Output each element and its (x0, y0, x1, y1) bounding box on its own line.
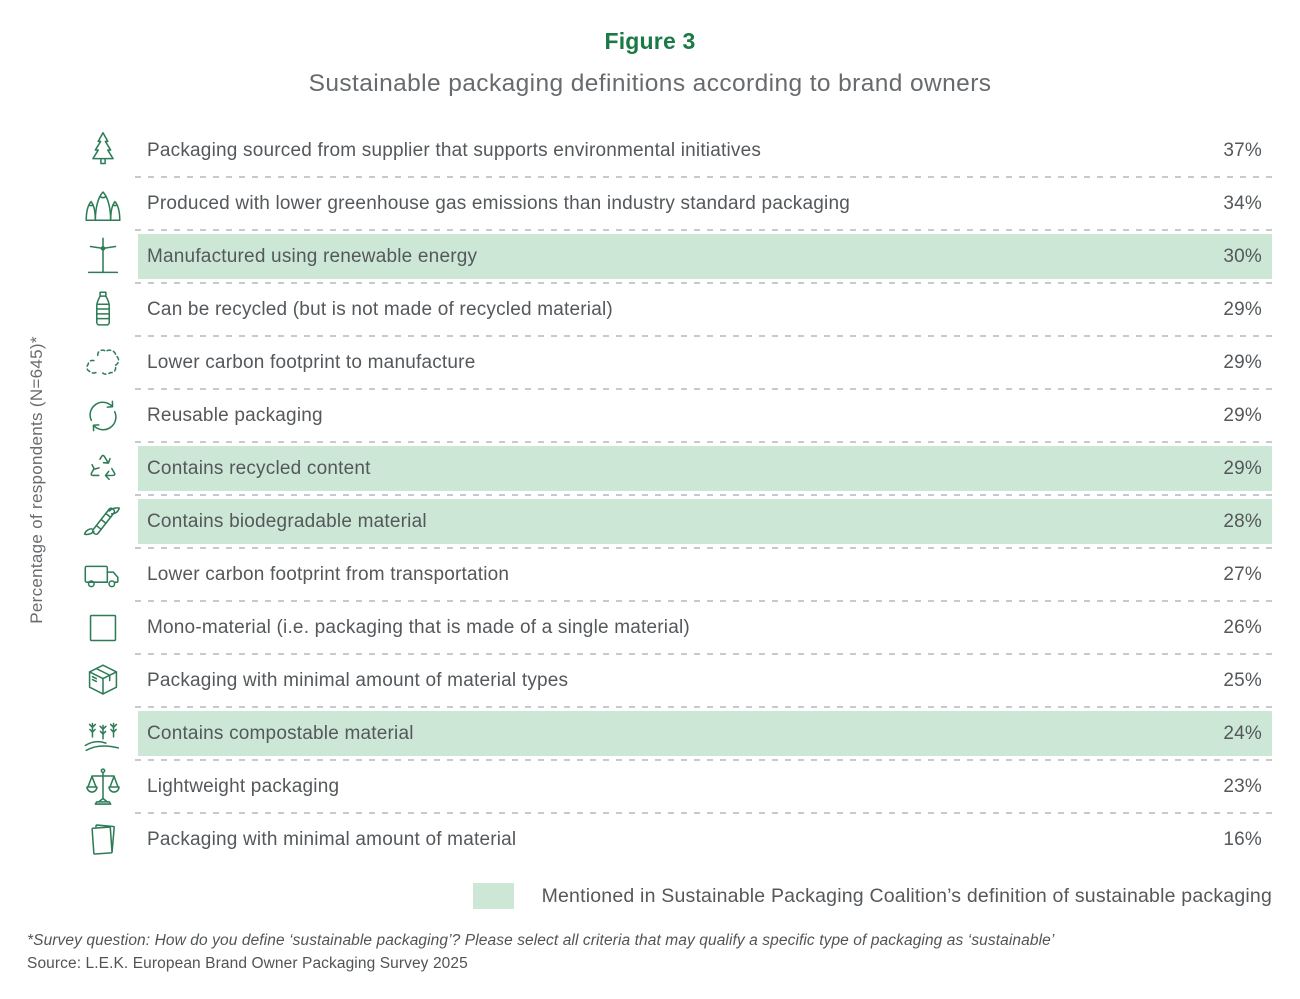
chart-area (0, 124, 1300, 866)
row-value: 29% (1223, 404, 1262, 426)
row-label: Lower carbon footprint from transportation (147, 563, 510, 585)
chart-row (78, 230, 1272, 283)
row-label: Lower carbon footprint to manufacture (147, 351, 476, 373)
row-content (138, 181, 1272, 226)
chart-row (78, 813, 1272, 866)
footnote: *Survey question: How do you define ‘sustainable packaging’? Please select all criteria that may qualify a specific type of packaging as ‘sustainable’ (27, 932, 1055, 949)
package-box-icon (78, 656, 128, 706)
row-label: Contains biodegradable material (147, 510, 427, 532)
row-value: 27% (1223, 563, 1262, 585)
chart-row (78, 760, 1272, 813)
row-value: 29% (1223, 351, 1262, 373)
chart-row (78, 177, 1272, 230)
pine-tree-icon (78, 126, 128, 176)
co2-cloud-icon (78, 338, 128, 388)
row-value: 34% (1223, 192, 1262, 214)
row-label: Packaging with minimal amount of material types (147, 669, 569, 691)
row-value: 25% (1223, 669, 1262, 691)
row-content (138, 287, 1272, 332)
chart-row (78, 389, 1272, 442)
chart-row (78, 548, 1272, 601)
row-value: 29% (1223, 457, 1262, 479)
row-content (138, 552, 1272, 597)
truck-icon (78, 550, 128, 600)
row-value: 37% (1223, 139, 1262, 161)
bamboo-icon (78, 497, 128, 547)
bottle-icon (78, 285, 128, 335)
row-content (138, 658, 1272, 703)
chart-row (78, 654, 1272, 707)
chart-title: Sustainable packaging definitions according to brand owners (308, 70, 992, 97)
row-value: 26% (1223, 616, 1262, 638)
papers-icon (78, 815, 128, 865)
circular-arrows-icon (78, 391, 128, 441)
row-label: Packaging with minimal amount of material (147, 828, 517, 850)
row-label: Can be recycled (but is not made of recycled material) (147, 298, 613, 320)
row-label: Manufactured using renewable energy (147, 245, 478, 267)
chart-row (78, 442, 1272, 495)
row-label: Packaging sourced from supplier that supports environmental initiatives (147, 139, 762, 161)
row-value: 28% (1223, 510, 1262, 532)
chart-row (78, 336, 1272, 389)
chart-row (78, 495, 1272, 548)
figure-label: Figure 3 (604, 28, 696, 54)
balance-scale-icon (78, 762, 128, 812)
square-icon (78, 603, 128, 653)
row-value: 16% (1223, 828, 1262, 850)
row-value: 29% (1223, 298, 1262, 320)
row-content (138, 817, 1272, 862)
row-content (138, 764, 1272, 809)
mountains-icon (78, 179, 128, 229)
row-content (138, 393, 1272, 438)
row-value: 23% (1223, 775, 1262, 797)
chart-row (78, 707, 1272, 760)
chart-row (78, 601, 1272, 654)
legend-label: Mentioned in Sustainable Packaging Coalition’s definition of sustainable packaging (541, 884, 1272, 907)
recycle-triangle-icon (78, 444, 128, 494)
row-content (138, 711, 1272, 756)
row-content (138, 234, 1272, 279)
field-plants-icon (78, 709, 128, 759)
row-label: Lightweight packaging (147, 775, 340, 797)
row-value: 30% (1223, 245, 1262, 267)
row-content (138, 499, 1272, 544)
legend (0, 883, 1272, 909)
row-label: Produced with lower greenhouse gas emissions than industry standard packaging (147, 192, 850, 214)
legend-swatch (473, 883, 514, 909)
rows-container (78, 124, 1272, 866)
chart-row (78, 124, 1272, 177)
source-line: Source: L.E.K. European Brand Owner Packaging Survey 2025 (27, 955, 468, 972)
row-content (138, 340, 1272, 385)
row-label: Reusable packaging (147, 404, 323, 426)
row-content (138, 128, 1272, 173)
wind-turbine-icon (78, 232, 128, 282)
row-content (138, 605, 1272, 650)
row-label: Contains compostable material (147, 722, 414, 744)
row-label: Mono-material (i.e. packaging that is made of a single material) (147, 616, 690, 638)
row-content (138, 446, 1272, 491)
chart-row (78, 283, 1272, 336)
row-label: Contains recycled content (147, 457, 371, 479)
y-axis-label: Percentage of respondents (N=645)* (27, 336, 46, 624)
row-value: 24% (1223, 722, 1262, 744)
